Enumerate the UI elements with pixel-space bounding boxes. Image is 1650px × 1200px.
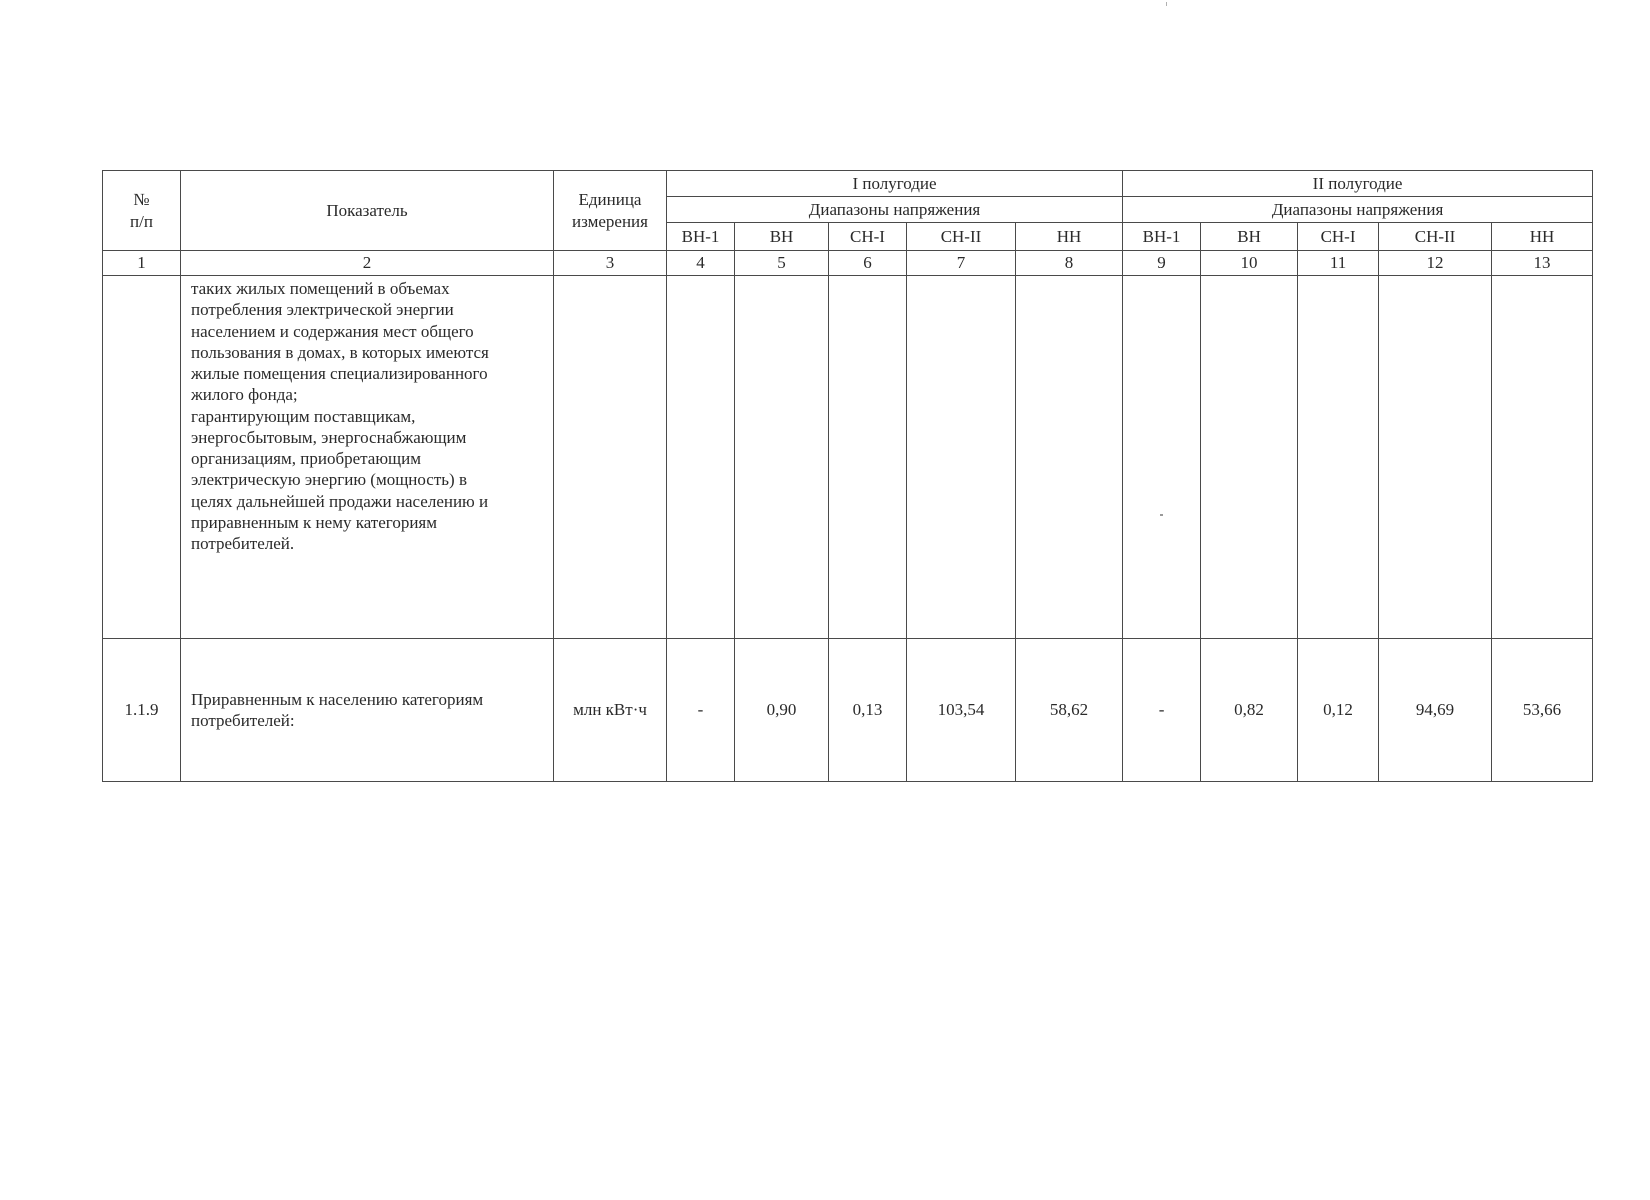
row-number: 1.1.9 bbox=[103, 639, 181, 782]
empty-cell bbox=[1016, 276, 1123, 639]
text-line: потребления электрической энергии bbox=[191, 300, 454, 320]
empty-cell bbox=[1298, 276, 1379, 639]
header-unit: Единица измерения bbox=[554, 171, 667, 251]
text-line: таких жилых помещений в объемах bbox=[191, 279, 450, 298]
empty-cell bbox=[1123, 276, 1201, 639]
text-line: потребителей. bbox=[191, 534, 295, 553]
empty-cell bbox=[1379, 276, 1492, 639]
column-number: 5 bbox=[735, 251, 829, 276]
text-line: целях дальнейшей продажи населению и bbox=[191, 491, 489, 511]
header-level: ВН-1 bbox=[667, 223, 735, 251]
header-level: СН-II bbox=[1379, 223, 1492, 251]
column-number: 2 bbox=[181, 251, 554, 276]
row-value: 0,82 bbox=[1201, 639, 1298, 782]
column-number: 13 bbox=[1492, 251, 1593, 276]
row-value: 103,54 bbox=[907, 639, 1016, 782]
column-number-row bbox=[103, 251, 1593, 276]
empty-cell bbox=[103, 276, 181, 639]
empty-cell bbox=[829, 276, 907, 639]
column-number: 6 bbox=[829, 251, 907, 276]
header-num: № п/п bbox=[103, 171, 181, 251]
empty-cell bbox=[735, 276, 829, 639]
text-line: электрическую энергию (мощность) в bbox=[191, 470, 467, 490]
header-level: ВН bbox=[735, 223, 829, 251]
empty-cell bbox=[667, 276, 735, 639]
row-value: 0,12 bbox=[1298, 639, 1379, 782]
header-voltage-ranges-2: Диапазоны напряжения bbox=[1123, 197, 1593, 223]
empty-cell bbox=[907, 276, 1016, 639]
column-number: 3 bbox=[554, 251, 667, 276]
text-line: гарантирующим поставщикам, bbox=[191, 406, 416, 426]
header-half-1: I полугодие bbox=[667, 171, 1123, 197]
text-line: населением и содержания мест общего bbox=[191, 321, 474, 341]
text-line: жилые помещения специализированного bbox=[191, 364, 488, 383]
text-line: пользования в домах, в которых имеются bbox=[191, 342, 489, 362]
row-value: - bbox=[667, 639, 735, 782]
column-number: 10 bbox=[1201, 251, 1298, 276]
header-indicator: Показатель bbox=[181, 171, 554, 251]
row-unit: млн кВт·ч bbox=[554, 639, 667, 782]
header-level: СН-II bbox=[907, 223, 1016, 251]
row-value: - bbox=[1123, 639, 1201, 782]
continuation-text bbox=[181, 276, 554, 639]
text-line: энергосбытовым, энергоснабжающим bbox=[191, 427, 467, 447]
empty-cell bbox=[1201, 276, 1298, 639]
row-value: 53,66 bbox=[1492, 639, 1593, 782]
column-number: 12 bbox=[1379, 251, 1492, 276]
row-value: 0,90 bbox=[735, 639, 829, 782]
column-number: 7 bbox=[907, 251, 1016, 276]
continuation-row bbox=[103, 276, 1593, 639]
scan-mark bbox=[1166, 2, 1167, 6]
text-line: жилого фонда; bbox=[191, 385, 298, 405]
header-level: СН-I bbox=[829, 223, 907, 251]
column-number: 11 bbox=[1298, 251, 1379, 276]
column-number: 8 bbox=[1016, 251, 1123, 276]
table-row bbox=[103, 639, 1593, 782]
header-level: ВН-1 bbox=[1123, 223, 1201, 251]
header-half-2: II полугодие bbox=[1123, 171, 1593, 197]
header-level: СН-I bbox=[1298, 223, 1379, 251]
text-line: организациям, приобретающим bbox=[191, 449, 421, 468]
empty-cell bbox=[1492, 276, 1593, 639]
header-level: НН bbox=[1492, 223, 1593, 251]
column-number: 9 bbox=[1123, 251, 1201, 276]
row-value: 0,13 bbox=[829, 639, 907, 782]
text-line: приравненным к нему категориям bbox=[191, 512, 438, 532]
consumption-table bbox=[102, 170, 1593, 782]
scan-speck bbox=[1160, 514, 1163, 516]
header-level: НН bbox=[1016, 223, 1123, 251]
column-number: 4 bbox=[667, 251, 735, 276]
row-value: 94,69 bbox=[1379, 639, 1492, 782]
column-number: 1 bbox=[103, 251, 181, 276]
row-indicator: Приравненным к населению категориям потребителей: bbox=[181, 639, 554, 782]
header-voltage-ranges-1: Диапазоны напряжения bbox=[667, 197, 1123, 223]
empty-cell bbox=[554, 276, 667, 639]
header-level: ВН bbox=[1201, 223, 1298, 251]
row-value: 58,62 bbox=[1016, 639, 1123, 782]
